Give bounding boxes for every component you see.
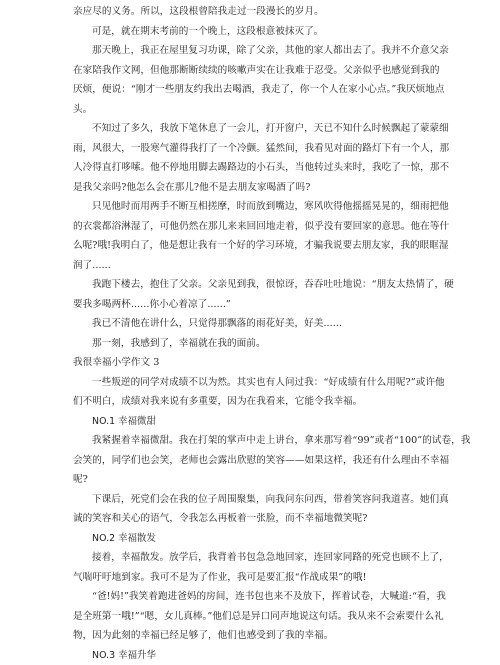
paragraph-line: 雨，风很大，一股寒气灌得我打了一个冷颤。猛然间，我看见对面的路灯下有一个人，那 [73,139,429,159]
paragraph-line: 气喘吁吁地到家。我可不是为了作业，我可是要汇报“作战成果”的哦! [73,568,429,588]
section-heading: NO.3 幸福升华 [73,646,429,665]
paragraph-line: 我跑下楼去，抱住了父亲。父亲见到我，很惊讶，吞吞吐吐地说：“朋友太热情了，硬 [73,275,429,295]
article-title: 我很幸福小学作文 3 [73,353,429,373]
paragraph-line: 润了...... [73,256,429,276]
paragraph-line: 可是，就在期末考前的一个晚上，这段根意被抹灭了。 [73,22,429,42]
paragraph-line: 的衣裳都浴淋湿了，可他仍然在那儿来来回回地走着，似乎没有要回家的意思。他在等什 [73,217,429,237]
paragraph-line: 一些叛逆的同学对成绩不以为然。其实也有人问过我：“好成绩有什么用呢?”或许他 [73,373,429,393]
paragraph-line: 接着，幸福散发。放学后，我背着书包急急地回家，连回家同路的死党也顾不上了， [73,548,429,568]
paragraph-line: 物，因为此刻的幸福已经足够了，他们也感受到了我的幸福。 [73,626,429,646]
paragraph-line: 头。 [73,100,429,120]
paragraph-line: 么呢?哦!我明白了，他是想让我有一个好的学习环境，才骗我说要去朋友家，我的眼眶湿 [73,236,429,256]
paragraph-line: 那一刻，我感到了，幸福就在我的面前。 [73,334,429,354]
paragraph-line: 在家陪我作文网，但他那断断续续的咳嗽声实在让我难于忍受。父亲似乎也感觉到我的 [73,61,429,81]
paragraph-line: 是我父亲吗?他怎么会在那儿?他不是去朋友家喝酒了吗? [73,178,429,198]
paragraph-line: “爸!妈!”我笑着跑进爸妈的房间，连书包也来不及放下，挥着试卷，大喊道:“看，我 [73,587,429,607]
paragraph-line: 要我多喝两杯......你小心着凉了......” [73,295,429,315]
paragraph-line: 呢? [73,470,429,490]
paragraph-line: 下课后，死党们会在我的位子周围聚集，向我问东问西，带着笑容问我道喜。她们真 [73,490,429,510]
document-body [73,0,429,665]
paragraph-line: 不知过了多久，我放下笔休息了一会儿，打开窗户，天已不知什么时候飘起了蒙蒙细 [73,119,429,139]
paragraph-line: 那天晚上，我正在屋里复习功课，除了父亲，其他的家人都出去了。我并不介意父亲 [73,41,429,61]
paragraph-line: 厌烦，便说：“刚才一些朋友约我出去喝酒，我走了，你一个人在家小心点。”我厌烦地点 [73,80,429,100]
paragraph-line: 我已不清他在讲什么，只觉得那飘落的雨花好美，好美...... [73,314,429,334]
paragraph-line: 我紧握着幸福微甜。我在打架的掌声中走上讲台，拿来那写着“99”或者“100”的试卷，我 [73,431,429,451]
section-heading: NO.1 幸福微甜 [73,412,429,432]
paragraph-line: 亲应尽的义务。所以，这段根曾陪我走过一段漫长的岁月。 [73,2,429,22]
section-heading: NO.2 幸福散发 [73,529,429,549]
paragraph-line: 会笑的，同学们也会笑，老师也会露出欣慰的笑容——如果这样，我还有什么理由不幸福 [73,451,429,471]
paragraph-line: 诚的笑容和关心的语气，令我怎么再板着一张脸，而不幸福地微笑呢? [73,509,429,529]
paragraph-line: 人冷得直打哆嗦。他不停地用脚去踢路边的小石头，当他转过头来时，我吃了一惊，那不 [73,158,429,178]
paragraph-line: 们不明白，成绩对我来说有多重要，因为在我看来，它能令我幸福。 [73,392,429,412]
paragraph-line: 只见他时而用两手不断互相搓摩，时而放到嘴边，寒风吹得他摇摇晃晃的，细雨把他 [73,197,429,217]
paragraph-line: 是全班第一哦!”“嗯，女儿真棒。”他们总是异口同声地说这句话。我从来不会索要什么礼 [73,607,429,627]
